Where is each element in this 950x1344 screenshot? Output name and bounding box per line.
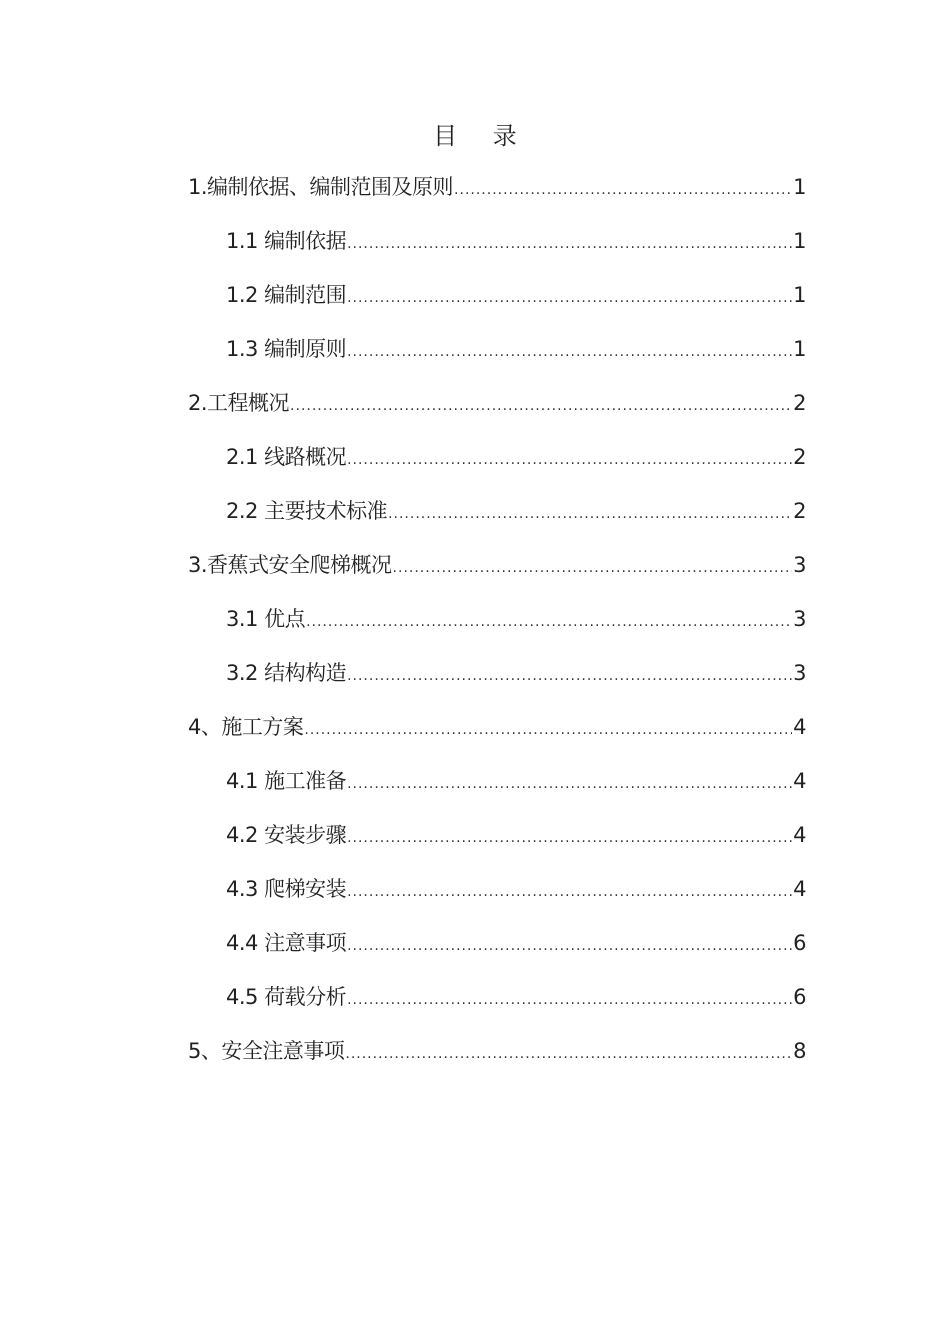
toc-entry-page-number: 6 [793, 931, 806, 955]
toc-entry-label: 3.2 结构构造 [226, 661, 347, 685]
toc-entry-label: 2.工程概况 [188, 391, 290, 415]
dot-leader [454, 163, 792, 217]
dot-leader [306, 595, 792, 649]
toc-entry-label: 4.1 施工准备 [226, 769, 347, 793]
toc-entry-label: 4.3 爬梯安装 [226, 877, 347, 901]
toc-entry-label: 5、安全注意事项 [188, 1039, 345, 1063]
toc-entry-page-number: 8 [793, 1039, 806, 1063]
toc-entry-label: 1.3 编制原则 [226, 337, 347, 361]
toc-entry-page-number: 3 [793, 661, 806, 685]
toc-entry-page-number: 1 [793, 283, 806, 307]
dot-leader [347, 271, 792, 325]
toc-entry-page-number: 4 [793, 877, 806, 901]
toc-entry-page-number: 2 [793, 391, 806, 415]
dot-leader [388, 487, 792, 541]
toc-entry[interactable] [188, 538, 806, 592]
dot-leader [347, 919, 792, 973]
toc-entry[interactable] [188, 1024, 806, 1078]
toc-entry-label: 1.1 编制依据 [226, 229, 347, 253]
toc-entry-page-number: 4 [793, 715, 806, 739]
toc-entry[interactable] [188, 916, 806, 970]
toc-entry[interactable] [188, 970, 806, 1024]
dot-leader [347, 757, 792, 811]
toc-entry[interactable] [188, 592, 806, 646]
toc-entry[interactable] [188, 808, 806, 862]
toc-entry-label: 1.2 编制范围 [226, 283, 347, 307]
toc-entry-label: 2.2 主要技术标准 [226, 499, 388, 523]
toc-entry[interactable] [188, 754, 806, 808]
dot-leader [347, 433, 792, 487]
toc-entry[interactable] [188, 160, 806, 214]
toc-entry-label: 1.编制依据、编制范围及原则 [188, 175, 454, 199]
dot-leader [347, 973, 792, 1027]
toc-entry-page-number: 4 [793, 823, 806, 847]
dot-leader [347, 325, 792, 379]
toc-entry[interactable] [188, 268, 806, 322]
toc-entry-label: 4.5 荷载分析 [226, 985, 347, 1009]
dot-leader [347, 865, 792, 919]
toc-entry[interactable] [188, 430, 806, 484]
dot-leader [347, 811, 792, 865]
toc-entry[interactable] [188, 646, 806, 700]
toc-entry-label: 4.4 注意事项 [226, 931, 347, 955]
toc-entry-page-number: 3 [793, 553, 806, 577]
toc-entry-page-number: 1 [793, 175, 806, 199]
dot-leader [290, 379, 792, 433]
dot-leader [347, 649, 792, 703]
toc-entry[interactable] [188, 376, 806, 430]
dot-leader [304, 703, 792, 757]
dot-leader [345, 1027, 792, 1081]
toc-entry-label: 3.香蕉式安全爬梯概况 [188, 553, 392, 577]
table-of-contents [188, 160, 806, 1078]
toc-entry-page-number: 1 [793, 229, 806, 253]
toc-entry[interactable] [188, 322, 806, 376]
toc-entry[interactable] [188, 484, 806, 538]
toc-entry-label: 2.1 线路概况 [226, 445, 347, 469]
toc-entry[interactable] [188, 862, 806, 916]
dot-leader [347, 217, 792, 271]
toc-entry-page-number: 2 [793, 445, 806, 469]
toc-entry-page-number: 1 [793, 337, 806, 361]
toc-entry-label: 3.1 优点 [226, 607, 306, 631]
toc-entry[interactable] [188, 214, 806, 268]
dot-leader [393, 541, 793, 595]
toc-entry[interactable] [188, 700, 806, 754]
toc-title: 目 录 [433, 122, 531, 150]
toc-entry-page-number: 2 [793, 499, 806, 523]
toc-entry-page-number: 4 [793, 769, 806, 793]
toc-entry-label: 4.2 安装步骤 [226, 823, 347, 847]
toc-entry-page-number: 3 [793, 607, 806, 631]
toc-entry-page-number: 6 [793, 985, 806, 1009]
toc-entry-label: 4、施工方案 [188, 715, 304, 739]
